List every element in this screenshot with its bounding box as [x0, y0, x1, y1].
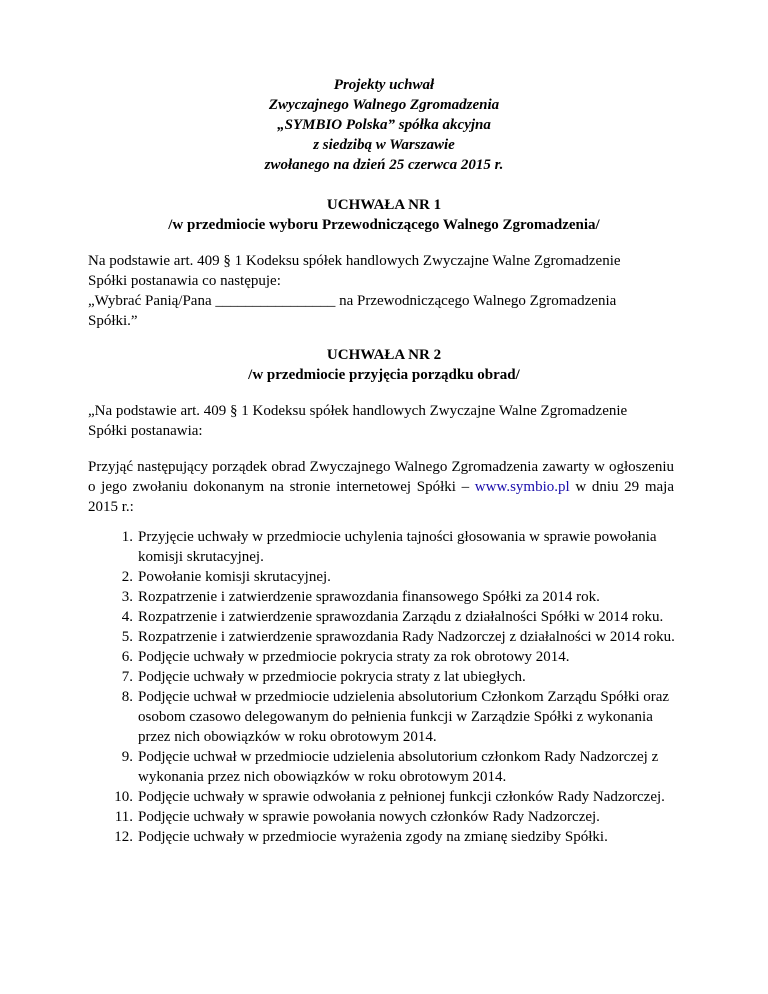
agenda-item — [88, 787, 680, 807]
agenda-item-number: 3. — [121, 589, 133, 605]
resolution-1-body — [88, 251, 674, 331]
agenda-item-text: Rozpatrzenie i zatwierdzenie sprawozdania Rady Nadzorczej z działalności w 2014 roku. — [138, 629, 675, 645]
agenda-item-text: Podjęcie uchwały w przedmiocie wyrażenia zgody na zmianę siedziby Spółki. — [138, 829, 608, 845]
resolution-1-body-line-1: Na podstawie art. 409 § 1 Kodeksu spółek handlowych Zwyczajne Walne Zgromadzenie — [88, 253, 621, 269]
agenda-item-number: 10. — [114, 789, 133, 805]
header-line-1: Projekty uchwał — [333, 77, 435, 93]
resolution-2-body-line-1: „Na podstawie art. 409 § 1 Kodeksu spółek handlowych Zwyczajne Walne Zgromadzenie — [88, 403, 628, 419]
resolution-2-body-line-2: Spółki postanawia: — [88, 423, 203, 439]
agenda-item-text: Podjęcie uchwał w przedmiocie udzielenia absolutorium Członkom Zarządu Spółki oraz osobom czasowo delegowanym do pełnienia funkcji w Zarządzie Spółki z wykonania przez nich obowiązków w roku obrotowym 2014. — [138, 689, 670, 745]
resolution-1-subject: /w przedmiocie wyboru Przewodniczącego Walnego Zgromadzenia/ — [168, 217, 600, 233]
agenda-item — [88, 747, 680, 787]
symbio-website-link[interactable]: www.symbio.pl — [474, 479, 570, 495]
agenda-item — [88, 667, 680, 687]
agenda-item-number: 6. — [121, 649, 133, 665]
document-header — [88, 75, 680, 175]
resolution-2-body — [88, 401, 674, 441]
resolution-1-body-line-4: Spółki.” — [88, 313, 138, 329]
agenda-item — [88, 527, 680, 567]
agenda-item — [88, 647, 680, 667]
agenda-item-number: 4. — [121, 609, 133, 625]
agenda-item-text: Powołanie komisji skrutacyjnej. — [138, 569, 331, 585]
header-line-5: zwołanego na dzień 25 czerwca 2015 r. — [264, 157, 504, 173]
agenda-item-number: 7. — [121, 669, 133, 685]
agenda-item — [88, 687, 680, 747]
agenda-item — [88, 587, 680, 607]
agenda-list — [88, 527, 680, 847]
header-line-3: „SYMBIO Polska” spółka akcyjna — [277, 117, 491, 133]
resolution-2-heading — [88, 345, 680, 385]
agenda-item-number: 11. — [114, 809, 133, 825]
resolution-1-heading — [88, 195, 680, 235]
agenda-item — [88, 567, 680, 587]
resolution-2-title: UCHWAŁA NR 2 — [326, 347, 442, 363]
agenda-item-text: Podjęcie uchwały w sprawie powołania nowych członków Rady Nadzorczej. — [138, 809, 600, 825]
agenda-item-text: Rozpatrzenie i zatwierdzenie sprawozdania Zarządu z działalności Spółki w 2014 roku. — [138, 609, 664, 625]
agenda-item-text: Podjęcie uchwał w przedmiocie udzielenia absolutorium członkom Rady Nadzorczej z wykonania przez nich obowiązków w roku obrotowym 2014. — [138, 749, 659, 785]
header-line-2: Zwyczajnego Walnego Zgromadzenia — [268, 97, 500, 113]
resolution-1-body-line-3: „Wybrać Panią/Pana ________________ na Przewodniczącego Walnego Zgromadzenia — [88, 293, 617, 309]
agenda-intro — [88, 457, 674, 517]
header-line-4: z siedzibą w Warszawie — [313, 137, 455, 153]
agenda-item — [88, 827, 680, 847]
resolution-1-title: UCHWAŁA NR 1 — [326, 197, 442, 213]
agenda-item-number: 12. — [114, 829, 133, 845]
resolution-2-subject: /w przedmiocie przyjęcia porządku obrad/ — [248, 367, 520, 383]
agenda-item-number: 1. — [121, 529, 133, 545]
agenda-item-text: Podjęcie uchwały w przedmiocie pokrycia straty za rok obrotowy 2014. — [138, 649, 570, 665]
agenda-intro-date: w dniu 29 maja 2015 r.: — [88, 479, 675, 515]
agenda-item-text: Podjęcie uchwały w sprawie odwołania z pełnionej funkcji członków Rady Nadzorczej. — [138, 789, 665, 805]
agenda-item-text: Podjęcie uchwały w przedmiocie pokrycia straty z lat ubiegłych. — [138, 669, 526, 685]
agenda-item-number: 2. — [121, 569, 133, 585]
resolution-1-body-line-2: Spółki postanawia co następuje: — [88, 273, 281, 289]
agenda-intro-text: Przyjąć następujący porządek obrad Zwyczajnego Walnego Zgromadzenia zawarty w ogłoszeniu o jego zwołaniu dokonanym na stronie internetowej Spółki – — [88, 459, 674, 495]
agenda-item-number: 9. — [121, 749, 133, 765]
agenda-item-number: 5. — [121, 629, 133, 645]
agenda-intro-paragraph — [88, 457, 674, 517]
agenda-item-text: Rozpatrzenie i zatwierdzenie sprawozdania finansowego Spółki za 2014 rok. — [138, 589, 600, 605]
agenda-item-text: Przyjęcie uchwały w przedmiocie uchylenia tajności głosowania w sprawie powołania komisji skrutacyjnej. — [138, 529, 657, 565]
agenda-item — [88, 607, 680, 627]
agenda-item — [88, 807, 680, 827]
agenda-item — [88, 627, 680, 647]
agenda-item-number: 8. — [121, 689, 133, 705]
